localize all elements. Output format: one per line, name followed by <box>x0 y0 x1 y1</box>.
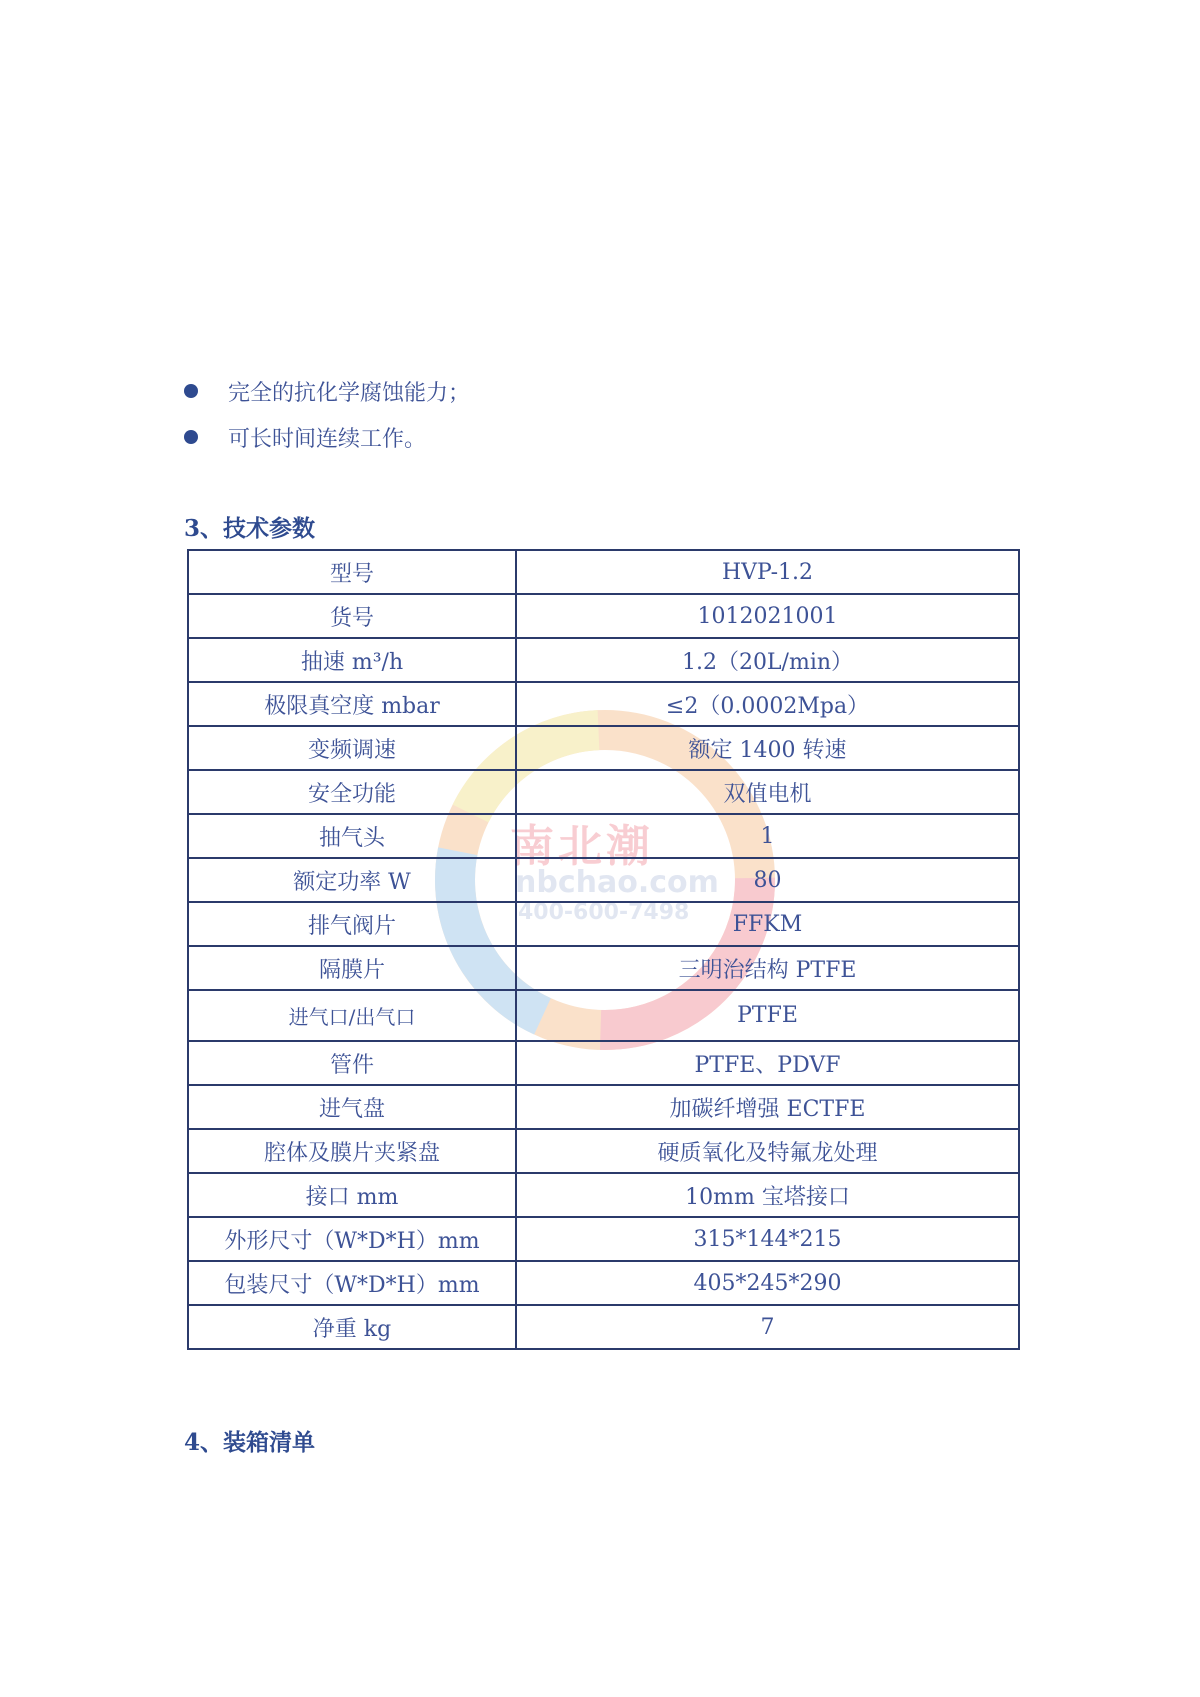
spec-label: 抽速 m³/h <box>188 638 516 682</box>
spec-label: 排气阀片 <box>188 902 516 946</box>
table-row <box>188 1305 1019 1349</box>
spec-value: 10mm 宝塔接口 <box>516 1173 1019 1217</box>
table-row <box>188 1173 1019 1217</box>
section-title-specs: 3、技术参数 <box>184 515 316 542</box>
table-row <box>188 638 1019 682</box>
feature-list <box>184 368 470 460</box>
spec-value: 双值电机 <box>516 770 1019 814</box>
section-title-packing-list: 4、装箱清单 <box>184 1429 316 1456</box>
spec-label: 变频调速 <box>188 726 516 770</box>
spec-label: 净重 kg <box>188 1305 516 1349</box>
spec-label: 进气盘 <box>188 1085 516 1129</box>
spec-label: 外形尺寸（W*D*H）mm <box>188 1217 516 1261</box>
spec-value: 1 <box>516 814 1019 858</box>
table-row <box>188 858 1019 902</box>
table-row <box>188 1085 1019 1129</box>
feature-text: 可长时间连续工作。 <box>228 426 427 452</box>
spec-value: 80 <box>516 858 1019 902</box>
table-row <box>188 990 1019 1041</box>
table-row <box>188 1217 1019 1261</box>
spec-value: 加碳纤增强 ECTFE <box>516 1085 1019 1129</box>
spec-label: 货号 <box>188 594 516 638</box>
feature-text: 完全的抗化学腐蚀能力； <box>228 380 471 406</box>
table-row <box>188 726 1019 770</box>
watermark-brand: 南北潮 <box>510 821 654 872</box>
spec-value: 额定 1400 转速 <box>516 726 1019 770</box>
spec-value: 1.2（20L/min） <box>516 638 1019 682</box>
spec-label: 极限真空度 mbar <box>188 682 516 726</box>
spec-label: 包装尺寸（W*D*H）mm <box>188 1261 516 1305</box>
spec-value: 1012021001 <box>516 594 1019 638</box>
spec-value: 315*144*215 <box>516 1217 1019 1261</box>
spec-value: HVP-1.2 <box>516 550 1019 594</box>
spec-label: 管件 <box>188 1041 516 1085</box>
feature-item <box>184 414 470 460</box>
spec-value: FFKM <box>516 902 1019 946</box>
bullet-dot-icon <box>184 430 198 444</box>
table-row <box>188 770 1019 814</box>
spec-value: 三明治结构 PTFE <box>516 946 1019 990</box>
spec-label: 进气口/出气口 <box>188 990 516 1041</box>
watermark-phone: 400-600-7498 <box>518 900 690 925</box>
spec-label: 安全功能 <box>188 770 516 814</box>
spec-value: ≤2（0.0002Mpa） <box>516 682 1019 726</box>
spec-label: 额定功率 W <box>188 858 516 902</box>
spec-label: 腔体及膜片夹紧盘 <box>188 1129 516 1173</box>
spec-value: 405*245*290 <box>516 1261 1019 1305</box>
table-row <box>188 550 1019 594</box>
table-row <box>188 902 1019 946</box>
bullet-dot-icon <box>184 384 198 398</box>
feature-item <box>184 368 470 414</box>
table-row <box>188 1129 1019 1173</box>
spec-label: 型号 <box>188 550 516 594</box>
spec-value: 硬质氧化及特氟龙处理 <box>516 1129 1019 1173</box>
spec-label: 接口 mm <box>188 1173 516 1217</box>
spec-value: PTFE <box>516 990 1019 1041</box>
spec-table <box>187 549 1020 1350</box>
spec-label: 隔膜片 <box>188 946 516 990</box>
spec-value: PTFE、PDVF <box>516 1041 1019 1085</box>
table-row <box>188 814 1019 858</box>
table-row <box>188 594 1019 638</box>
spec-label: 抽气头 <box>188 814 516 858</box>
table-row <box>188 946 1019 990</box>
spec-value: 7 <box>516 1305 1019 1349</box>
table-row <box>188 1261 1019 1305</box>
table-row <box>188 1041 1019 1085</box>
table-row <box>188 682 1019 726</box>
watermark-domain: nbchao.com <box>515 865 719 900</box>
